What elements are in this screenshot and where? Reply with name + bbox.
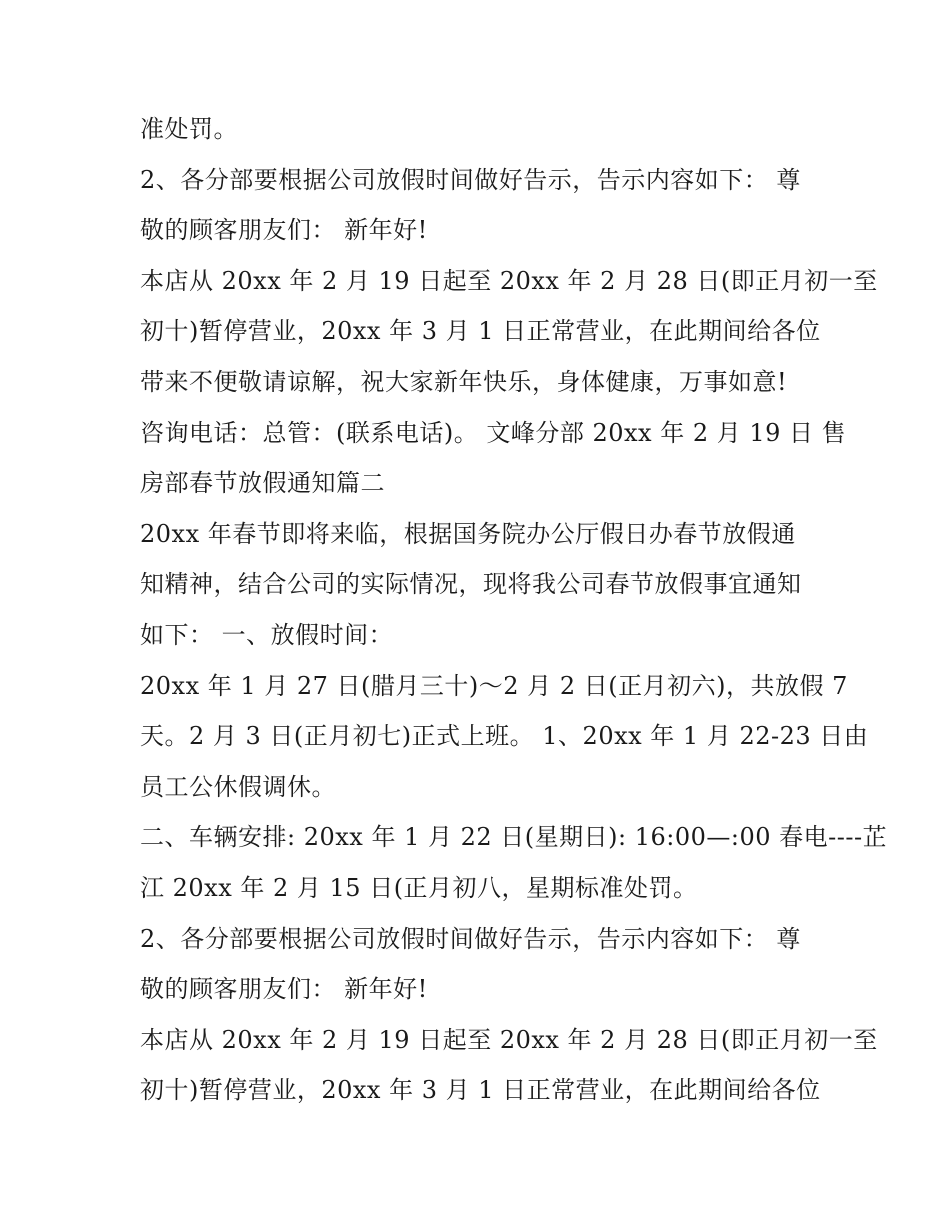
document-body (140, 104, 888, 1116)
text-line: 本店从 20xx 年 2 月 19 日起至 20xx 年 2 月 28 日(即正月初一至 (140, 266, 878, 295)
text-line: 带来不便敬请谅解，祝大家新年快乐，身体健康，万事如意! (140, 367, 788, 396)
text-line: 敬的顾客朋友们： 新年好! (140, 216, 428, 245)
text-line: 本店从 20xx 年 2 月 19 日起至 20xx 年 2 月 28 日(即正月初一至 (140, 1025, 878, 1054)
section-heading: 房部春节放假通知篇二 (140, 469, 385, 498)
text-line: 20xx 年 1 月 27 日(腊月三十)～2 月 2 日(正月初六)，共放假 7 (140, 671, 848, 700)
text-line: 员工公休假调休。 (140, 772, 336, 801)
text-line: 知精神，结合公司的实际情况，现将我公司春节放假事宜通知 (140, 570, 802, 599)
text-line: 江 20xx 年 2 月 15 日(正月初八，星期标准处罚。 (140, 873, 698, 902)
text-line: 初十)暂停营业，20xx 年 3 月 1 日正常营业，在此期间给各位 (140, 317, 821, 346)
text-line: 初十)暂停营业，20xx 年 3 月 1 日正常营业，在此期间给各位 (140, 1076, 821, 1105)
text-line: 20xx 年春节即将来临，根据国务院办公厅假日办春节放假通 (140, 519, 796, 548)
text-line: 2、各分部要根据公司放假时间做好告示，告示内容如下： 尊 (140, 165, 801, 194)
text-line: 敬的顾客朋友们： 新年好! (140, 975, 428, 1004)
text-line: 2、各分部要根据公司放假时间做好告示，告示内容如下： 尊 (140, 924, 801, 953)
text-line: 二、车辆安排: 20xx 年 1 月 22 日(星期日): 16:00—:00 春电----芷 (140, 823, 888, 852)
text-line: 如下： 一、放假时间： (140, 620, 394, 649)
text-line: 咨询电话：总管：(联系电话)。 文峰分部 20xx 年 2 月 19 日 售 (140, 418, 847, 447)
text-line: 准处罚。 (140, 115, 238, 143)
text-line: 天。2 月 3 日(正月初七)正式上班。 1、20xx 年 1 月 22-23 日由 (140, 722, 869, 751)
